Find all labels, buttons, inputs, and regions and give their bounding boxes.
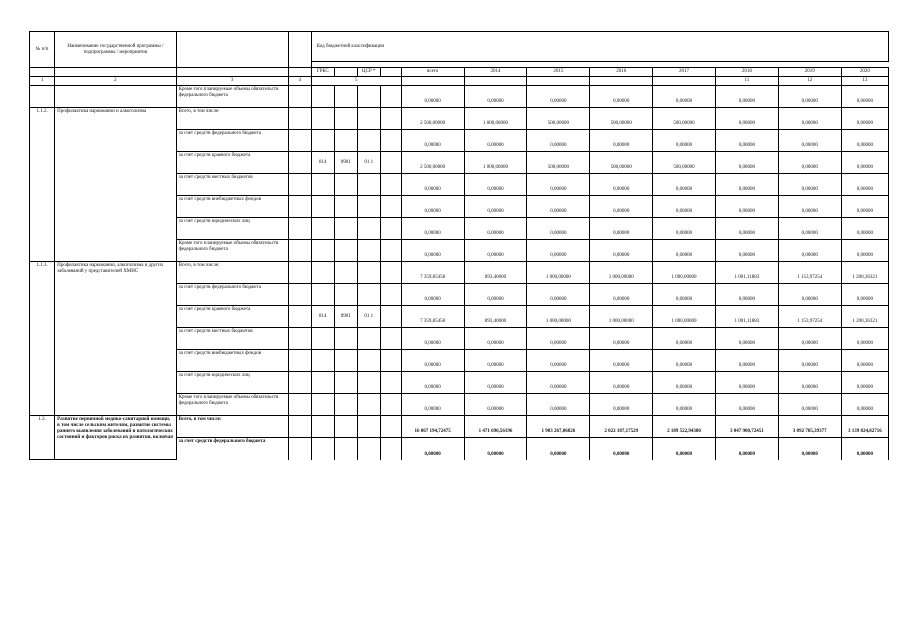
table-row bbox=[30, 86, 889, 108]
row-vr bbox=[380, 218, 401, 240]
row-blank bbox=[288, 196, 311, 218]
row-value: 0,00000 bbox=[527, 240, 590, 262]
row-source: Всего, в том числе: bbox=[176, 416, 288, 438]
row-value: 0,00000 bbox=[590, 240, 653, 262]
row-value: 0,00000 bbox=[464, 130, 527, 152]
header-blank bbox=[288, 32, 311, 68]
row-value: 0,00000 bbox=[527, 86, 590, 108]
row-rz bbox=[334, 372, 357, 394]
header-kbk: Код бюджетной классификации bbox=[311, 32, 888, 62]
row-name: Профилактика наркомании, алкоголизма и других заболеваний у представителей ХМНС bbox=[55, 262, 177, 416]
row-blank bbox=[288, 262, 311, 284]
row-csr bbox=[357, 284, 380, 306]
column-number: 2 bbox=[55, 77, 177, 86]
row-source: за счет средств местных бюджетов bbox=[176, 328, 288, 350]
row-value: 7 359,85458 bbox=[401, 262, 464, 284]
header-source bbox=[176, 32, 288, 68]
row-vr bbox=[380, 130, 401, 152]
subheader-rz bbox=[334, 68, 357, 77]
year-header: 2019 bbox=[778, 68, 841, 77]
row-source: Кроме того планируемые объемы обязательств федерального бюджета bbox=[176, 86, 288, 108]
row-value: 0,00000 bbox=[715, 218, 778, 240]
table-row bbox=[30, 416, 889, 438]
row-grbs: 814 bbox=[311, 306, 334, 328]
row-vr bbox=[380, 108, 401, 130]
row-value: 500,00000 bbox=[527, 108, 590, 130]
row-value: 0,00000 bbox=[653, 196, 716, 218]
header-no: № п/п bbox=[30, 32, 55, 68]
row-value: 0,00000 bbox=[527, 174, 590, 196]
row-value: 3 139 824,82716 bbox=[841, 416, 888, 438]
row-value: 0,00000 bbox=[778, 174, 841, 196]
row-value: 0,00000 bbox=[841, 394, 888, 416]
column-number: 12 bbox=[778, 77, 841, 86]
row-value: 0,00000 bbox=[778, 438, 841, 460]
row-value: 1 001,11883 bbox=[715, 262, 778, 284]
row-value: 0,00000 bbox=[778, 394, 841, 416]
row-blank bbox=[288, 438, 311, 460]
row-value: 0,00000 bbox=[527, 328, 590, 350]
column-number bbox=[401, 77, 464, 86]
row-source: Всего, в том числе: bbox=[176, 108, 288, 130]
column-number: 5 bbox=[311, 77, 401, 86]
year-header: 2017 bbox=[653, 68, 716, 77]
row-value: 0,00000 bbox=[590, 394, 653, 416]
row-blank bbox=[288, 218, 311, 240]
subheader-blank bbox=[288, 68, 311, 77]
header-row bbox=[30, 32, 889, 62]
row-value: 0,00000 bbox=[590, 174, 653, 196]
row-value: 0,00000 bbox=[401, 174, 464, 196]
row-value: 893,40000 bbox=[464, 262, 527, 284]
row-value: 2 500,00000 bbox=[401, 108, 464, 130]
row-csr bbox=[357, 130, 380, 152]
row-source: за счет средств юридических лиц bbox=[176, 372, 288, 394]
row-rz bbox=[334, 86, 357, 108]
row-value: 1 153,97254 bbox=[778, 306, 841, 328]
row-grbs bbox=[311, 196, 334, 218]
row-source: за счет средств краевого бюджета bbox=[176, 152, 288, 174]
row-value: 0,00000 bbox=[527, 218, 590, 240]
row-value: 0,00000 bbox=[841, 438, 888, 460]
row-value: 0,00000 bbox=[778, 350, 841, 372]
row-value: 500,00000 bbox=[590, 108, 653, 130]
row-value: 0,00000 bbox=[527, 284, 590, 306]
row-value: 0,00000 bbox=[715, 130, 778, 152]
row-value: 0,00000 bbox=[653, 218, 716, 240]
row-value: 0,00000 bbox=[841, 174, 888, 196]
row-rz bbox=[334, 438, 357, 460]
row-rz bbox=[334, 240, 357, 262]
row-rz bbox=[334, 284, 357, 306]
row-grbs bbox=[311, 372, 334, 394]
row-source: за счет средств юридических лиц bbox=[176, 218, 288, 240]
row-blank bbox=[288, 416, 311, 438]
row-value: 1 000,00000 bbox=[527, 262, 590, 284]
row-value: 0,00000 bbox=[841, 372, 888, 394]
year-header: 2018 bbox=[715, 68, 778, 77]
subheader-name bbox=[55, 68, 177, 77]
row-value: 500,00000 bbox=[653, 152, 716, 174]
row-value: 0,00000 bbox=[715, 394, 778, 416]
row-value: 0,00000 bbox=[841, 196, 888, 218]
row-value: 0,00000 bbox=[653, 438, 716, 460]
budget-table bbox=[29, 31, 889, 460]
row-grbs bbox=[311, 350, 334, 372]
row-value: 0,00000 bbox=[715, 240, 778, 262]
row-value: 0,00000 bbox=[464, 284, 527, 306]
row-value: 0,00000 bbox=[841, 108, 888, 130]
row-value: 0,00000 bbox=[401, 328, 464, 350]
row-value: 0,00000 bbox=[778, 328, 841, 350]
row-value: 0,00000 bbox=[590, 86, 653, 108]
row-name: Развитие первичной медико-санитарной помощи, в том числе сельским жителям, развитие системы раннего выявления заболеваний и патологических состояний и факторов риска их развития, включая bbox=[55, 416, 177, 460]
row-value: 0,00000 bbox=[778, 152, 841, 174]
row-value: 0,00000 bbox=[527, 196, 590, 218]
row-value: 1 200,36321 bbox=[841, 306, 888, 328]
column-number: 4 bbox=[288, 77, 311, 86]
row-vr bbox=[380, 262, 401, 284]
row-value: 0,00000 bbox=[464, 196, 527, 218]
row-value: 1 903 267,06826 bbox=[527, 416, 590, 438]
row-vr bbox=[380, 284, 401, 306]
row-value: 0,00000 bbox=[778, 108, 841, 130]
column-number: 3 bbox=[176, 77, 288, 86]
year-header: 2014 bbox=[464, 68, 527, 77]
header-name: Наименование государственной программы / подпрограммы / мероприятия bbox=[55, 32, 177, 68]
row-csr: 01 1 bbox=[357, 306, 380, 328]
row-value: 0,00000 bbox=[841, 240, 888, 262]
row-value: 0,00000 bbox=[715, 284, 778, 306]
row-source: Кроме того планируемые объемы обязательств федерального бюджета bbox=[176, 240, 288, 262]
row-value: 0,00000 bbox=[653, 372, 716, 394]
column-number: 13 bbox=[841, 77, 888, 86]
row-value: 16 867 194,72475 bbox=[401, 416, 464, 438]
row-number: 1.1.2. bbox=[30, 108, 55, 262]
row-value: 0,00000 bbox=[653, 130, 716, 152]
row-rz bbox=[334, 196, 357, 218]
row-csr bbox=[357, 218, 380, 240]
row-blank bbox=[288, 86, 311, 108]
row-value: 0,00000 bbox=[401, 218, 464, 240]
row-value: 0,00000 bbox=[653, 394, 716, 416]
row-csr bbox=[357, 174, 380, 196]
row-rz bbox=[334, 108, 357, 130]
row-rz bbox=[334, 416, 357, 438]
row-value: 0,00000 bbox=[715, 108, 778, 130]
row-value: 0,00000 bbox=[401, 240, 464, 262]
row-blank bbox=[288, 108, 311, 130]
row-value: 1 000,00000 bbox=[653, 262, 716, 284]
row-value: 0,00000 bbox=[715, 372, 778, 394]
row-vr bbox=[380, 416, 401, 438]
row-value: 0,00000 bbox=[464, 438, 527, 460]
row-grbs bbox=[311, 218, 334, 240]
row-grbs bbox=[311, 86, 334, 108]
column-number: 1 bbox=[30, 77, 55, 86]
row-number: 1.2. bbox=[30, 416, 55, 460]
row-value: 0,00000 bbox=[401, 86, 464, 108]
row-value: 0,00000 bbox=[464, 328, 527, 350]
row-value: 2 022 187,17529 bbox=[590, 416, 653, 438]
row-grbs bbox=[311, 130, 334, 152]
row-value: 0,00000 bbox=[841, 130, 888, 152]
row-value: 2 189 522,94380 bbox=[653, 416, 716, 438]
row-rz bbox=[334, 328, 357, 350]
row-value: 0,00000 bbox=[401, 350, 464, 372]
row-value: 0,00000 bbox=[401, 196, 464, 218]
row-csr bbox=[357, 328, 380, 350]
row-csr bbox=[357, 416, 380, 438]
row-rz: 0901 bbox=[334, 306, 357, 328]
row-grbs bbox=[311, 240, 334, 262]
row-vr bbox=[380, 174, 401, 196]
row-value: 0,00000 bbox=[590, 372, 653, 394]
row-csr bbox=[357, 262, 380, 284]
row-source: за счет средств внебюджетных фондов bbox=[176, 196, 288, 218]
subheader-csr: ЦСР * bbox=[357, 68, 380, 77]
row-value: 893,40000 bbox=[464, 306, 527, 328]
row-blank bbox=[288, 284, 311, 306]
row-value: 0,00000 bbox=[841, 328, 888, 350]
column-number bbox=[590, 77, 653, 86]
subheader-grbs: ГРБС bbox=[311, 68, 334, 77]
row-value: 500,00000 bbox=[653, 108, 716, 130]
row-grbs bbox=[311, 394, 334, 416]
subheader-row bbox=[30, 68, 889, 77]
row-name bbox=[55, 86, 177, 108]
row-value: 500,00000 bbox=[527, 152, 590, 174]
row-number bbox=[30, 86, 55, 108]
row-value: 1 200,36321 bbox=[841, 262, 888, 284]
row-value: 0,00000 bbox=[841, 152, 888, 174]
row-source: за счет средств внебюджетных фондов bbox=[176, 350, 288, 372]
row-rz bbox=[334, 350, 357, 372]
year-header: 2015 bbox=[527, 68, 590, 77]
row-value: 1 000,00000 bbox=[590, 306, 653, 328]
row-value: 0,00000 bbox=[464, 372, 527, 394]
row-value: 0,00000 bbox=[715, 152, 778, 174]
row-value: 0,00000 bbox=[653, 284, 716, 306]
year-header: 2020 bbox=[841, 68, 888, 77]
subheader-source bbox=[176, 68, 288, 77]
row-value: 0,00000 bbox=[590, 438, 653, 460]
row-value: 0,00000 bbox=[464, 394, 527, 416]
row-value: 0,00000 bbox=[715, 86, 778, 108]
subheader-vr bbox=[380, 68, 401, 77]
row-csr bbox=[357, 394, 380, 416]
row-csr bbox=[357, 240, 380, 262]
row-value: 0,00000 bbox=[590, 328, 653, 350]
row-value: 0,00000 bbox=[778, 372, 841, 394]
row-value: 0,00000 bbox=[464, 174, 527, 196]
row-value: 3 047 900,72451 bbox=[715, 416, 778, 438]
row-rz bbox=[334, 262, 357, 284]
row-blank bbox=[288, 350, 311, 372]
row-value: 0,00000 bbox=[590, 350, 653, 372]
row-blank bbox=[288, 394, 311, 416]
row-csr: 01 1 bbox=[357, 152, 380, 174]
row-blank bbox=[288, 240, 311, 262]
row-value: 0,00000 bbox=[590, 130, 653, 152]
row-value: 0,00000 bbox=[715, 328, 778, 350]
row-value: 1 000,00000 bbox=[464, 108, 527, 130]
row-value: 0,00000 bbox=[778, 218, 841, 240]
row-csr bbox=[357, 350, 380, 372]
row-source: за счет средств местных бюджетов bbox=[176, 174, 288, 196]
year-header: 2016 bbox=[590, 68, 653, 77]
row-blank bbox=[288, 130, 311, 152]
column-number bbox=[653, 77, 716, 86]
subheader-no bbox=[30, 68, 55, 77]
row-csr bbox=[357, 86, 380, 108]
row-number: 1.1.3. bbox=[30, 262, 55, 416]
table-row bbox=[30, 108, 889, 130]
row-vr bbox=[380, 438, 401, 460]
row-value: 0,00000 bbox=[527, 130, 590, 152]
row-value: 0,00000 bbox=[401, 372, 464, 394]
row-grbs bbox=[311, 284, 334, 306]
row-value: 1 000,00000 bbox=[653, 306, 716, 328]
row-value: 3 092 785,39377 bbox=[778, 416, 841, 438]
row-source: Кроме того планируемые объемы обязательств федерального бюджета bbox=[176, 394, 288, 416]
row-rz bbox=[334, 394, 357, 416]
row-rz: 0901 bbox=[334, 152, 357, 174]
year-header: всего bbox=[401, 68, 464, 77]
row-value: 0,00000 bbox=[653, 86, 716, 108]
row-vr bbox=[380, 394, 401, 416]
row-value: 0,00000 bbox=[464, 218, 527, 240]
row-vr bbox=[380, 196, 401, 218]
row-value: 7 359,85458 bbox=[401, 306, 464, 328]
row-vr bbox=[380, 240, 401, 262]
row-value: 0,00000 bbox=[841, 218, 888, 240]
row-value: 0,00000 bbox=[464, 86, 527, 108]
row-value: 0,00000 bbox=[590, 218, 653, 240]
row-vr bbox=[380, 328, 401, 350]
row-source: за счет средств федерального бюджета bbox=[176, 130, 288, 152]
table-row bbox=[30, 262, 889, 284]
row-value: 0,00000 bbox=[464, 240, 527, 262]
row-value: 0,00000 bbox=[778, 130, 841, 152]
row-value: 1 000,00000 bbox=[464, 152, 527, 174]
row-blank bbox=[288, 174, 311, 196]
row-name: Профилактика наркомании и алкоголизма bbox=[55, 108, 177, 262]
column-number bbox=[464, 77, 527, 86]
row-value: 0,00000 bbox=[527, 350, 590, 372]
row-value: 0,00000 bbox=[401, 130, 464, 152]
row-value: 0,00000 bbox=[590, 196, 653, 218]
row-vr bbox=[380, 306, 401, 328]
row-value: 1 001,11883 bbox=[715, 306, 778, 328]
column-number bbox=[527, 77, 590, 86]
row-blank bbox=[288, 372, 311, 394]
row-blank bbox=[288, 152, 311, 174]
column-number: 11 bbox=[715, 77, 778, 86]
row-value: 0,00000 bbox=[653, 350, 716, 372]
row-grbs bbox=[311, 174, 334, 196]
row-blank bbox=[288, 328, 311, 350]
row-value: 2 500,00000 bbox=[401, 152, 464, 174]
row-blank bbox=[288, 306, 311, 328]
row-vr bbox=[380, 86, 401, 108]
row-value: 0,00000 bbox=[527, 372, 590, 394]
row-csr bbox=[357, 438, 380, 460]
row-value: 0,00000 bbox=[401, 394, 464, 416]
row-value: 0,00000 bbox=[841, 284, 888, 306]
row-grbs: 814 bbox=[311, 152, 334, 174]
row-value: 1 000,00000 bbox=[590, 262, 653, 284]
row-rz bbox=[334, 174, 357, 196]
row-value: 0,00000 bbox=[778, 196, 841, 218]
row-value: 0,00000 bbox=[715, 350, 778, 372]
row-rz bbox=[334, 130, 357, 152]
row-value: 0,00000 bbox=[653, 174, 716, 196]
row-value: 0,00000 bbox=[715, 196, 778, 218]
row-grbs bbox=[311, 416, 334, 438]
row-value: 0,00000 bbox=[590, 284, 653, 306]
row-csr bbox=[357, 108, 380, 130]
row-value: 0,00000 bbox=[715, 174, 778, 196]
row-vr bbox=[380, 372, 401, 394]
row-value: 0,00000 bbox=[778, 86, 841, 108]
row-value: 0,00000 bbox=[527, 394, 590, 416]
row-rz bbox=[334, 218, 357, 240]
row-value: 0,00000 bbox=[841, 350, 888, 372]
row-value: 0,00000 bbox=[401, 438, 464, 460]
row-value: 0,00000 bbox=[527, 438, 590, 460]
row-value: 0,00000 bbox=[778, 240, 841, 262]
row-source: за счет средств федерального бюджета bbox=[176, 284, 288, 306]
row-grbs bbox=[311, 108, 334, 130]
row-value: 0,00000 bbox=[715, 438, 778, 460]
row-value: 500,00000 bbox=[590, 152, 653, 174]
row-value: 0,00000 bbox=[653, 328, 716, 350]
row-value: 0,00000 bbox=[841, 86, 888, 108]
row-value: 1 000,00000 bbox=[527, 306, 590, 328]
row-vr bbox=[380, 152, 401, 174]
column-numbers-row bbox=[30, 77, 889, 86]
row-source: Всего, в том числе: bbox=[176, 262, 288, 284]
row-value: 1 471 696,56196 bbox=[464, 416, 527, 438]
row-value: 0,00000 bbox=[778, 284, 841, 306]
row-value: 1 153,97254 bbox=[778, 262, 841, 284]
row-source: за счет средств краевого бюджета bbox=[176, 306, 288, 328]
row-value: 0,00000 bbox=[401, 284, 464, 306]
row-grbs bbox=[311, 438, 334, 460]
row-csr bbox=[357, 196, 380, 218]
row-value: 0,00000 bbox=[464, 350, 527, 372]
row-grbs bbox=[311, 262, 334, 284]
row-csr bbox=[357, 372, 380, 394]
row-vr bbox=[380, 350, 401, 372]
row-source: за счет средств федерального бюджета bbox=[176, 438, 288, 460]
row-grbs bbox=[311, 328, 334, 350]
row-value: 0,00000 bbox=[653, 240, 716, 262]
